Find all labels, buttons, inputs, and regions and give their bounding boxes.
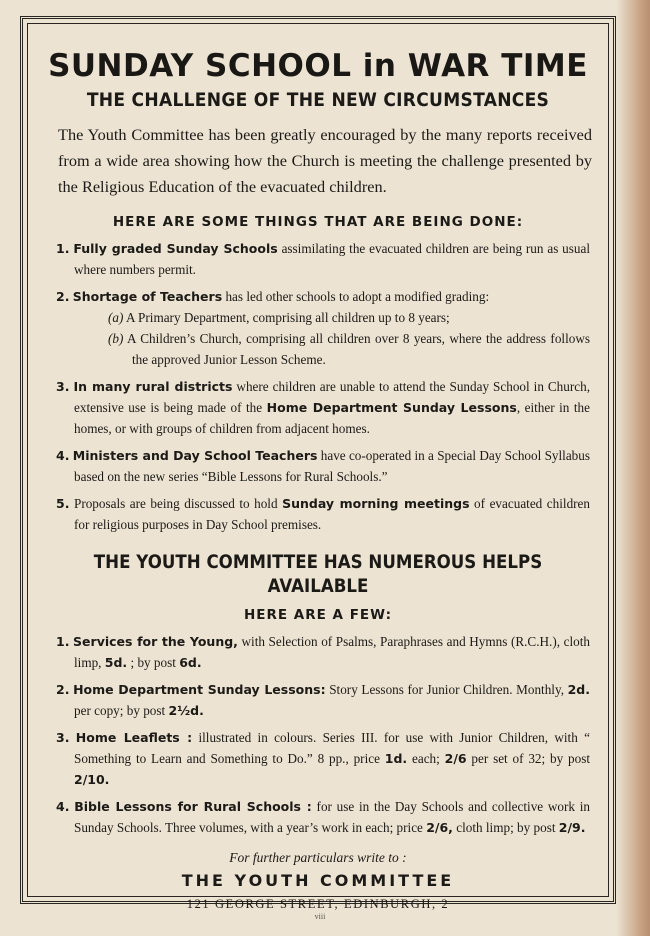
section-subheading-few: HERE ARE A FEW:: [243, 607, 393, 623]
sub-item: (b) A Children’s Church, comprising all children over 8 years, where the address follows the approved Junior Lesson Scheme.: [108, 331, 590, 367]
section-heading-being-done: HERE ARE SOME THINGS THAT ARE BEING DONE:: [112, 214, 524, 230]
page-subtitle: THE CHALLENGE OF THE NEW CIRCUMSTANCES: [86, 89, 550, 111]
list-item: 3. Home Leaflets : illustrated in colours. Series III. for use with Junior Children, with “ Something to Learn and Something to Do.” 8 pp., price 1d. each; 2/6 per set of 32; by post 2/10.: [56, 730, 590, 787]
helps-list: [56, 631, 590, 838]
list-item: 2. Home Department Sunday Lessons: Story Lessons for Junior Children. Monthly, 2d. per copy; by post 2½d.: [56, 682, 591, 718]
list-item: 4. Bible Lessons for Rural Schools : for use in the Day Schools and collective work in Sunday Schools. Three volumes, with a year’s work in each; price 2/6, cloth limp; by post 2/9.: [56, 799, 591, 835]
page-number: viii: [314, 912, 326, 921]
list-item: 5. Proposals are being discussed to hold Sunday morning meetings of evacuated children for religious purposes in Day School premises.: [56, 496, 591, 532]
section-heading-helps: THE YOUTH COMMITTEE HAS NUMEROUS HELPS AVAILABLE: [93, 552, 543, 597]
list-item: 1. Fully graded Sunday Schools assimilating the evacuated children are being run as usual where numbers permit.: [56, 241, 591, 277]
list-item: 1. Services for the Young, with Selection of Psalms, Paraphrases and Hymns (R.C.H.), cloth limp, 5d. ; by post 6d.: [56, 634, 590, 670]
page-title: SUNDAY SCHOOL in WAR TIME: [48, 48, 588, 84]
list-item: 4. Ministers and Day School Teachers have co-operated in a Special Day School Syllabus based on the new series “Bible Lessons for Rural Schools.”: [56, 448, 590, 484]
intro-paragraph: The Youth Committee has been greatly encouraged by the many reports received from a wide area showing how the Church is meeting the challenge presented by the Religious Education of the evacuated children.: [58, 125, 592, 196]
footer-organization: THE YOUTH COMMITTEE: [181, 871, 455, 890]
list-item: 2. Shortage of Teachers has led other schools to adopt a modified grading: (a) A Primary Department, comprising all children up to 8 years; (b) A Children’s Church, comprising all children over 8 years, where the address follows the approved Junior Lesson Scheme.: [56, 286, 590, 370]
list-item: 3. In many rural districts where children are unable to attend the Sunday School in Church, extensive use is being made of the Home Department Sunday Lessons, either in the homes, or with groups of children from adjacent homes.: [56, 379, 591, 436]
advertisement: [34, 46, 602, 914]
page-edge-shadow: [616, 0, 650, 936]
footer-address: 121 GEORGE STREET, EDINBURGH, 2: [186, 897, 450, 911]
sub-item: (a) A Primary Department, comprising all children up to 8 years;: [108, 310, 450, 325]
footer-write-to: For further particulars write to :: [229, 850, 407, 865]
being-done-list: [56, 238, 590, 535]
